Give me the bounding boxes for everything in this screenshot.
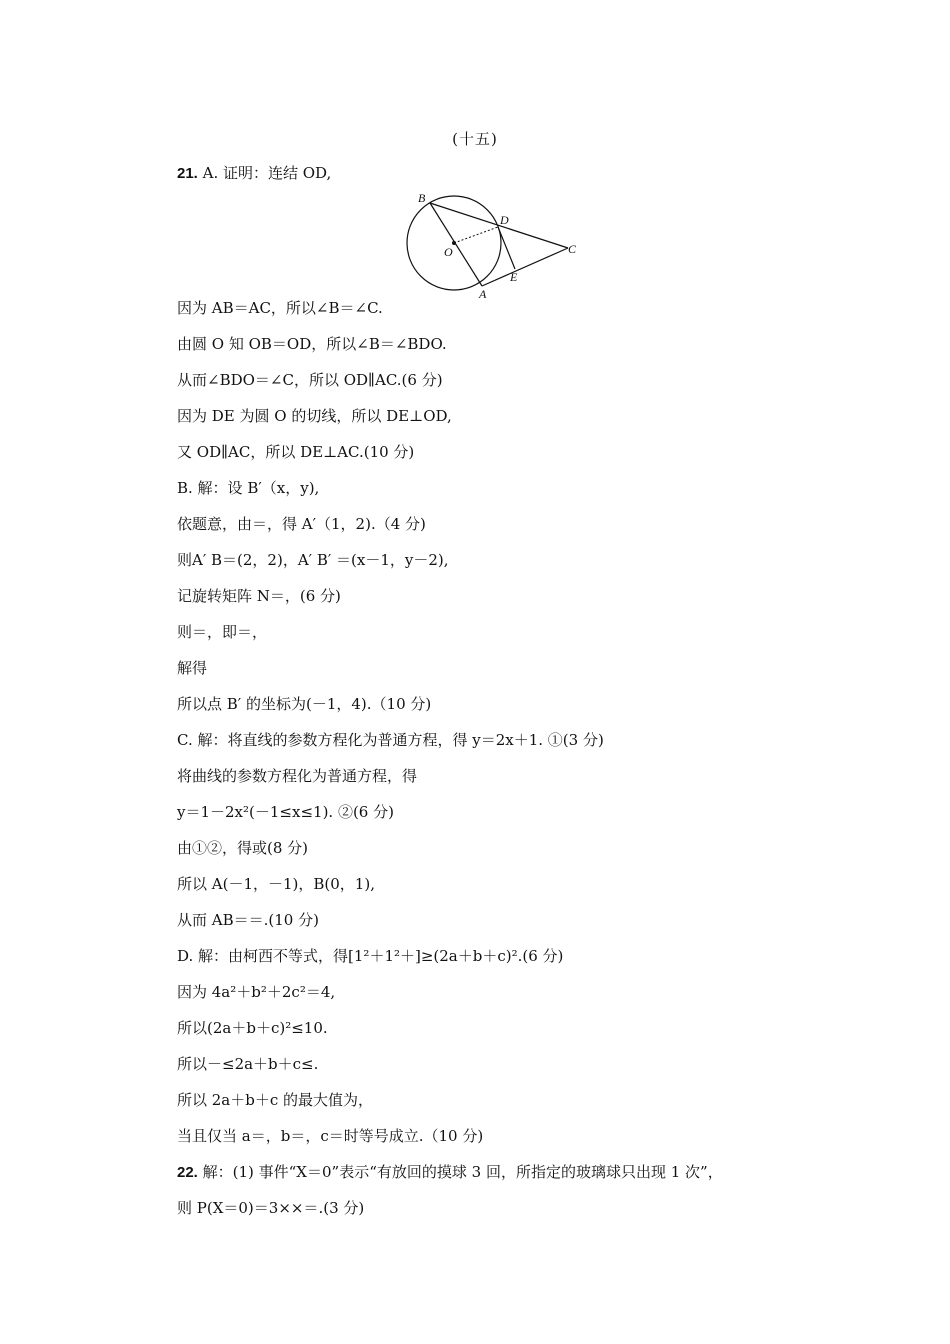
segment-od	[454, 227, 498, 243]
question-number: 22.	[177, 1164, 198, 1181]
solution-line: 则＝，即＝，	[177, 623, 268, 641]
label-d: D	[500, 213, 509, 227]
geometry-figure	[400, 188, 590, 298]
solution-line: y＝1－2x²(－1≤x≤1). ②(6 分)	[177, 803, 394, 821]
segment-ba	[430, 203, 482, 286]
solution-line: 将曲线的参数方程化为普通方程，得	[177, 767, 418, 785]
solution-line: 因为 DE 为圆 O 的切线，所以 DE⊥OD,	[177, 407, 452, 425]
solution-line: 所以 2a＋b＋c 的最大值为，	[177, 1091, 374, 1109]
label-e: E	[510, 270, 518, 284]
solution-line: D. 解：由柯西不等式，得[1²＋1²＋]≥(2a＋b＋c)².(6 分)	[177, 947, 564, 965]
page-title: (十五)	[452, 130, 498, 148]
label-c: C	[568, 242, 577, 256]
solution-line: 从而 AB＝＝.(10 分)	[177, 911, 319, 929]
solution-line: 因为 4a²＋b²＋2c²＝4,	[177, 983, 336, 1001]
solution-line: 从而∠BDO＝∠C，所以 OD∥AC.(6 分)	[177, 371, 443, 389]
solution-line: 所以 A(－1，－1)，B(0，1),	[177, 875, 375, 893]
solution-line: 所以(2a＋b＋c)²≤10.	[177, 1019, 328, 1037]
segment-bc	[430, 203, 568, 248]
solution-line: B. 解：设 B′（x，y),	[177, 479, 320, 497]
label-b: B	[418, 191, 426, 205]
solution-line: 则A′ B＝(2，2)，A′ B′ ＝(x－1，y－2),	[177, 551, 449, 569]
solution-line: 所以－≤2a＋b＋c≤.	[177, 1055, 319, 1073]
solution-line: 所以点 B′ 的坐标为(－1，4).（10 分)	[177, 695, 432, 713]
solution-line: 依题意，由＝，得 A′（1，2).（4 分)	[177, 515, 426, 533]
solution-line: C. 解：将直线的参数方程化为普通方程，得 y＝2x＋1. ①(3 分)	[177, 731, 604, 749]
solution-line: 又 OD∥AC，所以 DE⊥AC.(10 分)	[177, 443, 415, 461]
solution-line: 由圆 O 知 OB＝OD，所以∠B＝∠BDO.	[177, 335, 447, 353]
solution-line: 解得	[177, 659, 208, 677]
question-number: 21.	[177, 165, 198, 182]
solution-line	[177, 1162, 723, 1183]
solution-line: 当且仅当 a＝，b＝，c＝时等号成立.（10 分)	[177, 1127, 484, 1145]
line-text: 解：(1) 事件“X＝0”表示“有放回的摸球 3 回，所指定的玻璃球只出现 1 次”，	[197, 1163, 723, 1181]
label-a: A	[479, 287, 487, 298]
line-text: A. 证明：连结 OD,	[197, 164, 332, 182]
solution-line	[177, 163, 331, 184]
solution-line: 由①②，得或(8 分)	[177, 839, 309, 857]
solution-line: 则 P(X＝0)＝3××＝.(3 分)	[177, 1199, 365, 1217]
solution-line: 记旋转矩阵 N＝，(6 分)	[177, 587, 341, 605]
label-o: O	[444, 245, 453, 259]
solution-line: 因为 AB＝AC，所以∠B＝∠C.	[177, 299, 383, 317]
